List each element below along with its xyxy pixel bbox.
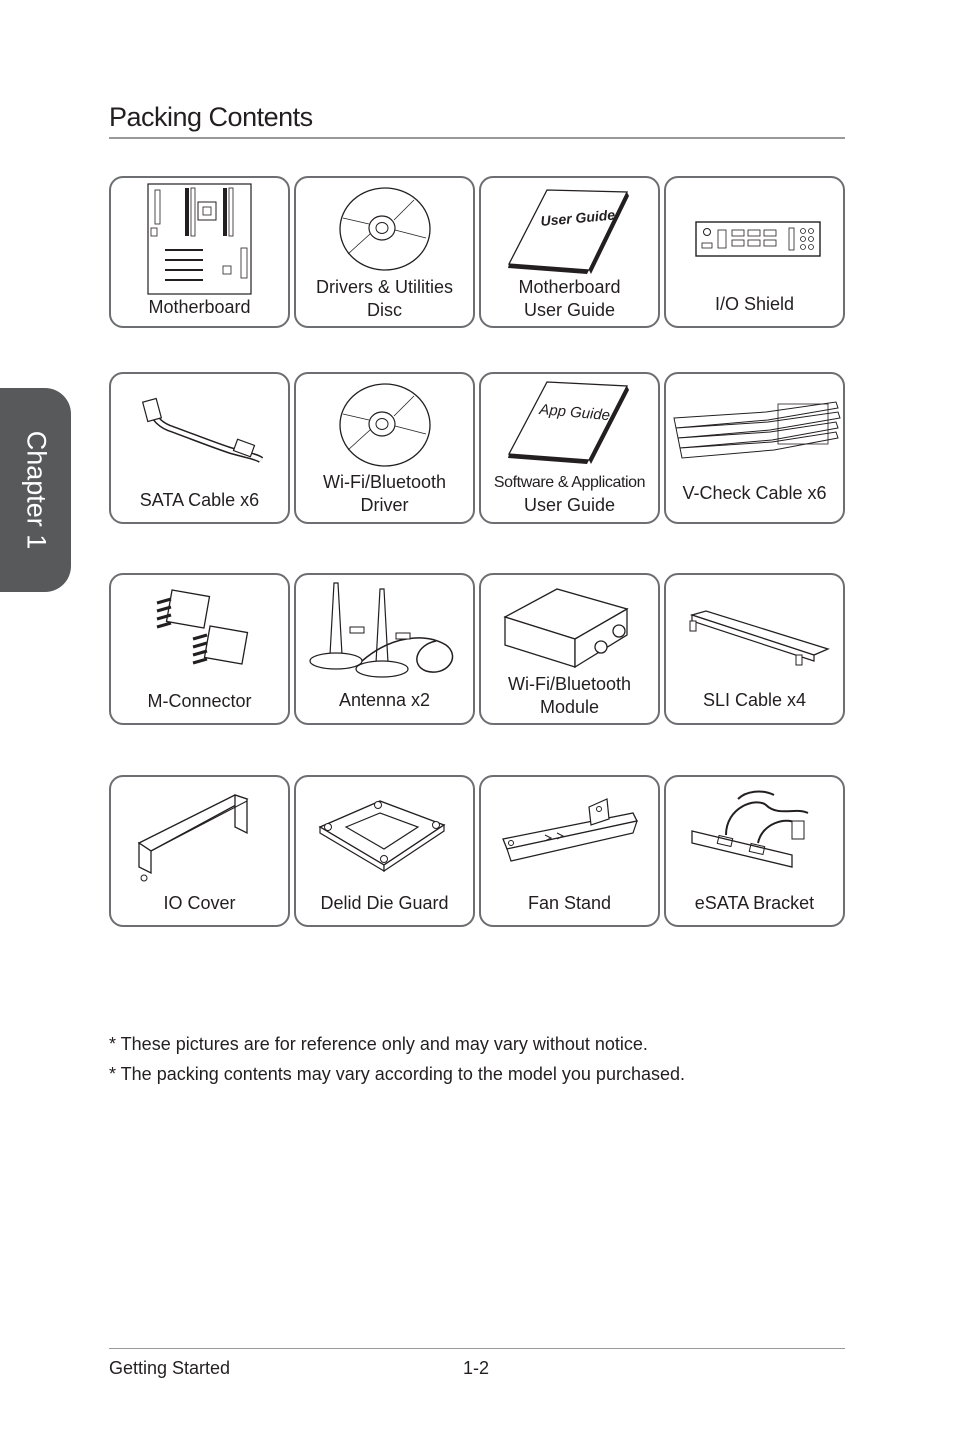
footer-section-name: Getting Started (109, 1358, 231, 1378)
item-card-delid-die-guard (294, 775, 475, 927)
item-label: M-Connector (147, 691, 252, 711)
item-card-drivers-disc (294, 176, 475, 328)
item-label: Drivers & Utilities Disc (315, 277, 453, 320)
item-card-software-app-user-guide (479, 372, 660, 524)
item-card-motherboard (109, 176, 290, 328)
note-reference-only: * These pictures are for reference only and may vary without notice. (109, 1034, 648, 1054)
chapter-tab-label: Chapter 1 (21, 430, 52, 550)
item-card-v-check-cable (664, 372, 845, 524)
item-card-motherboard-user-guide (479, 176, 660, 328)
item-card-sli-cable (664, 573, 845, 725)
item-card-wifi-bt-driver (294, 372, 475, 524)
item-card-sata-cable (109, 372, 290, 524)
item-card-wifi-bt-module (479, 573, 660, 725)
item-label: Wi-Fi/Bluetooth Driver (322, 472, 447, 515)
item-label: V-Check Cable x6 (682, 483, 827, 503)
section-title: Packing Contents (109, 102, 313, 132)
item-label: IO Cover (163, 893, 236, 913)
item-label: Motherboard User Guide (518, 277, 621, 320)
item-label: Antenna x2 (338, 690, 431, 710)
item-card-io-shield (664, 176, 845, 328)
item-label: SLI Cable x4 (702, 690, 807, 710)
item-label: Wi-Fi/Bluetooth Module (507, 674, 632, 717)
item-card-fan-stand (479, 775, 660, 927)
book-cover-text: App Guide (538, 401, 611, 425)
item-label: Software & Application User Guide (493, 474, 646, 515)
item-label: SATA Cable x6 (139, 490, 260, 510)
note-contents-may-vary: * The packing contents may vary according to the model you purchased. (109, 1064, 685, 1084)
item-label: Motherboard (148, 297, 251, 317)
title-divider (109, 137, 845, 139)
footer-divider (109, 1348, 845, 1349)
item-card-io-cover (109, 775, 290, 927)
item-card-m-connector (109, 573, 290, 725)
item-card-antenna (294, 573, 475, 725)
item-label: Fan Stand (527, 893, 612, 913)
item-label: eSATA Bracket (694, 893, 815, 913)
book-cover-text: User Guide (539, 206, 616, 229)
item-label: I/O Shield (714, 294, 795, 314)
footer-page-number: 1-2 (463, 1358, 490, 1378)
item-card-esata-bracket (664, 775, 845, 927)
item-label: Delid Die Guard (320, 893, 449, 913)
